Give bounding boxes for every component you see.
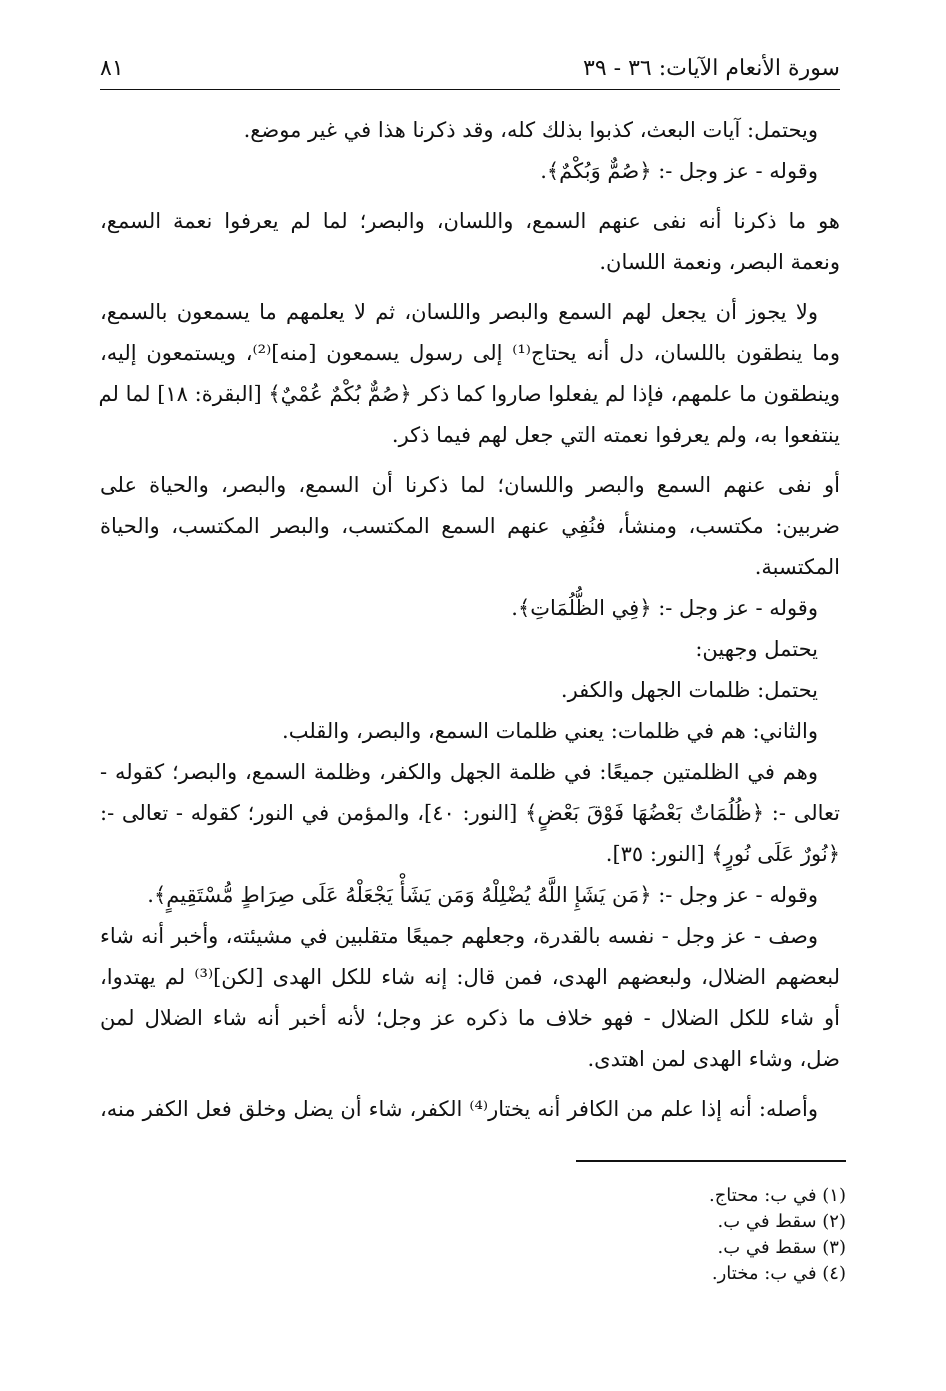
text-line: تعالى -: ﴿ظُلُمَاتٌ بَعْضُهَا فَوْقَ بَعْضٍ﴾ [النور: ٤٠]، والمؤمن في النور؛ كقوله - تعالى -:	[100, 801, 840, 825]
text-line: وقوله - عز وجل -: ﴿فِي الظُّلُمَاتِ﴾.	[511, 596, 818, 620]
text-line: وأصله: أنه إذا علم من الكافر أنه يختار⁽⁴⁾ الكفر، شاء أن يضل وخلق فعل الكفر منه،	[100, 1097, 818, 1121]
text-line: أو شاء للكل الضلال - فهو خلاف ما ذكره عز وجل؛ لأنه أخبر أنه شاء الضلال لمن	[100, 1006, 840, 1030]
text-line: وما ينطقون باللسان، دل أنه يحتاج⁽¹⁾ إلى رسول يسمعون [منه]⁽²⁾، ويستمعون إليه،	[100, 341, 840, 365]
text-line: وقوله - عز وجل -: ﴿مَن يَشَإِ اللَّهُ يُضْلِلْهُ وَمَن يَشَأْ يَجْعَلْهُ عَلَى صِرَاطٍ مُّسْتَقِيمٍ﴾.	[147, 883, 818, 907]
footnote: (٢) سقط في ب.	[717, 1211, 846, 1232]
text-line: ويحتمل: آيات البعث، كذبوا بذلك كله، وقد ذكرنا هذا في غير موضع.	[243, 118, 818, 142]
text-line: ولا يجوز أن يجعل لهم السمع والبصر واللسان، ثم لا يعلمهم ما يسمعون بالسمع،	[100, 300, 818, 324]
main-text	[100, 110, 840, 1130]
text-line: ﴿نُورٌ عَلَى نُورٍ﴾ [النور: ٣٥].	[605, 842, 840, 866]
text-line: وقوله - عز وجل -: ﴿صُمٌّ وَبُكْمٌ﴾.	[540, 159, 818, 183]
text-line: أو نفى عنهم السمع والبصر واللسان؛ لما ذكرنا أن السمع، والبصر، والحياة على	[100, 473, 840, 497]
footnote: (٣) سقط في ب.	[717, 1237, 846, 1258]
text-line: وصف - عز وجل - نفسه بالقدرة، وجعلهم جميعًا متقلبين في مشيئته، وأخبر أنه شاء	[100, 924, 818, 948]
page-number: ٨١	[100, 56, 124, 81]
text-line: ونعمة البصر، ونعمة اللسان.	[599, 250, 840, 274]
page-header	[100, 50, 840, 90]
text-line: وينطقون ما علمهم، فإذا لم يفعلوا صاروا كما ذكر ﴿صُمٌّ بُكْمٌ عُمْيٌ﴾ [البقرة: ١٨] لما لم	[98, 382, 840, 406]
running-title: سورة الأنعام الآيات: ٣٦ - ٣٩	[583, 56, 840, 81]
text-line: وهم في الظلمتين جميعًا: في ظلمة الجهل والكفر، وظلمة السمع، والبصر؛ كقوله -	[100, 760, 818, 784]
footnote-rule	[576, 1160, 846, 1162]
text-line: والثاني: هم في ظلمات: يعني ظلمات السمع، والبصر، والقلب.	[282, 719, 818, 743]
footnote: (٤) في ب: مختار.	[711, 1263, 846, 1284]
text-line: يحتمل: ظلمات الجهل والكفر.	[560, 678, 818, 702]
text-line: ضل، وشاء الهدى لمن اهتدى.	[587, 1047, 840, 1071]
text-line: هو ما ذكرنا أنه نفى عنهم السمع، واللسان، والبصر؛ لما لم يعرفوا نعمة السمع،	[100, 209, 840, 233]
footnote: (١) في ب: محتاج.	[708, 1185, 846, 1206]
text-line: المكتسبة.	[754, 555, 840, 579]
footnotes	[446, 1183, 846, 1287]
text-line: ضربين: مكتسب، ومنشأ، فنُفِي عنهم السمع المكتسب، والبصر المكتسب، والحياة	[100, 514, 840, 538]
text-line: ينتفعوا به، ولم يعرفوا نعمته التي جعل لهم فيما ذكر.	[391, 423, 840, 447]
text-line: يحتمل وجهين:	[695, 637, 818, 661]
header-rule	[100, 89, 840, 91]
text-line: لبعضهم الضلال، ولبعضهم الهدى، فمن قال: إنه شاء للكل الهدى [لكن]⁽³⁾ لم يهتدوا،	[100, 965, 840, 989]
